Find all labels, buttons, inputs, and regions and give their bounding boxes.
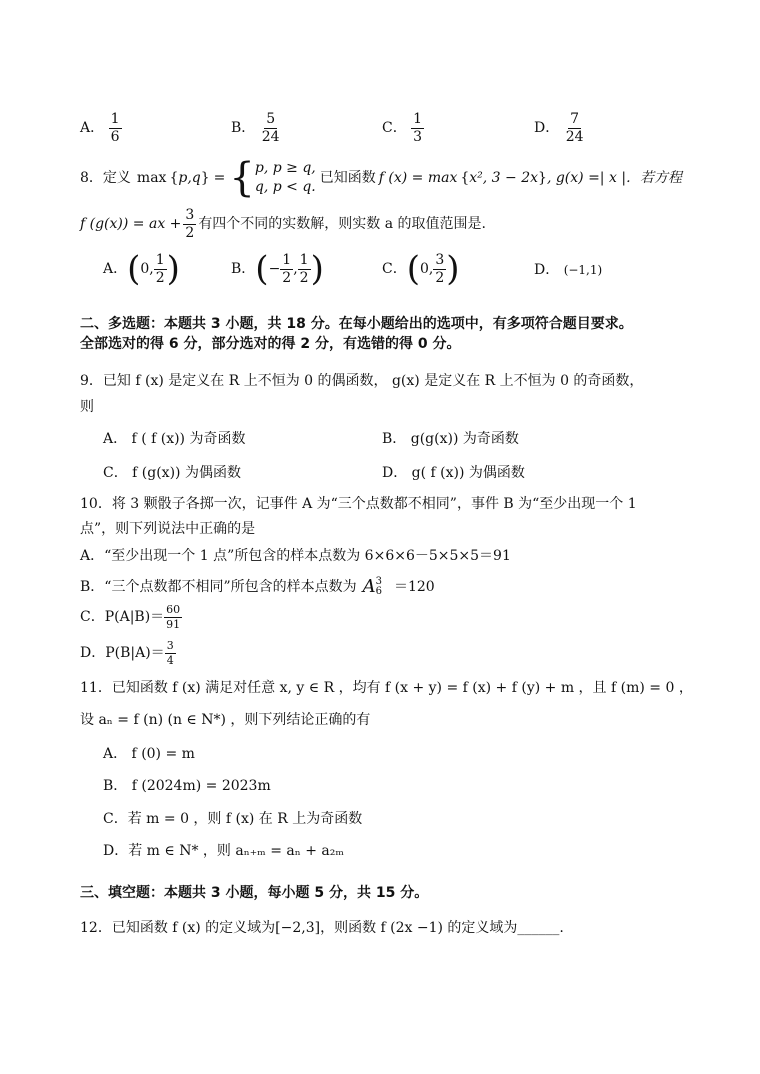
q8-option-d: D． (−1,1) — [534, 262, 603, 278]
q10-option-c: C．P(A|B)＝ $\frac{60}{91}$ — [80, 603, 181, 631]
q8-definition: 8． 定义 max { p,q } = { p, p ≥ q, q, p < q. 已知函数 f (x) = max { x², 3 − 2x } , g(x) =| x |．若方程 — [80, 155, 683, 201]
q7-option-b: B． $\frac{5}{24}$ — [231, 111, 280, 145]
q10-option-b: B．“三个点数都不相同”所包含的样本点数为 A 3 6 ＝120 — [80, 576, 435, 597]
q10-option-a: A．“至少出现一个 1 点”所包含的样本点数为 6×6×6－5×5×5＝91 — [80, 548, 511, 564]
q11-option-a: A． f (0) = m — [103, 746, 195, 762]
q8-option-b: B． ( − $\frac{1}{2}$ , $\frac{1}{2}$ ) — [231, 249, 324, 289]
q9-option-b: B． g(g(x)) 为奇函数 — [382, 431, 519, 447]
section2-header-line1: 二、多选题：本题共 3 小题，共 18 分。在每小题给出的选项中，有多项符合题目要求。 — [80, 316, 633, 332]
q7-option-c: C． $\frac{1}{3}$ — [382, 111, 423, 145]
q9-stem-line2: 则 — [80, 399, 94, 415]
q11-stem-line1: 11．已知函数 f (x) 满足对任意 x, y ∈ R ，均有 f (x + y) = f (x) + f (y) + m ，且 f (m) = 0 ， — [80, 680, 693, 696]
q7-option-d: D． $\frac{7}{24}$ — [534, 111, 584, 145]
q12-stem: 12．已知函数 f (x) 的定义域为[−2,3]，则函数 f (2x −1) 的定义域为______. — [80, 920, 564, 936]
q8-equation: f (g(x)) = ax + $\frac{3}{2}$ 有四个不同的实数解，则实数 a 的取值范围是. — [80, 207, 487, 241]
q11-option-b: B． f (2024m) = 2023m — [103, 778, 271, 794]
q11-option-c: C．若 m = 0 ，则 f (x) 在 R 上为奇函数 — [103, 811, 363, 827]
q9-stem-line1: 9．已知 f (x) 是定义在 R 上不恒为 0 的偶函数， g(x) 是定义在 R 上不恒为 0 的奇函数， — [80, 373, 644, 389]
q8-option-a: A． ( 0, $\frac{1}{2}$ ) — [103, 249, 180, 289]
section3-header: 三、填空题：本题共 3 小题，每小题 5 分，共 15 分。 — [80, 885, 429, 901]
section2-header-line2: 全部选对的得 6 分，部分选对的得 2 分，有选错的得 0 分。 — [80, 336, 461, 352]
q10-stem-line2: 点”，则下列说法中正确的是 — [80, 521, 256, 537]
q9-option-c: C． f (g(x)) 为偶函数 — [103, 465, 241, 481]
q9-option-a: A． f ( f (x)) 为奇函数 — [103, 431, 246, 447]
q7-option-a: A． $\frac{1}{6}$ — [80, 111, 120, 145]
q8-option-c: C． ( 0, $\frac{3}{2}$ ) — [382, 249, 460, 289]
q11-stem-line2: 设 aₙ = f (n) (n ∈ N*) ，则下列结论正确的有 — [80, 712, 371, 728]
q11-option-d: D．若 m ∈ N* ，则 aₙ₊ₘ = aₙ + a₂ₘ — [103, 843, 344, 859]
q9-option-d: D． g( f (x)) 为偶函数 — [382, 465, 525, 481]
q10-option-d: D．P(B|A)＝ $\frac{3}{4}$ — [80, 639, 174, 667]
q10-stem-line1: 10．将 3 颗骰子各掷一次，记事件 A 为“三个点数都不相同”，事件 B 为“至少出现一个 1 — [80, 496, 637, 512]
